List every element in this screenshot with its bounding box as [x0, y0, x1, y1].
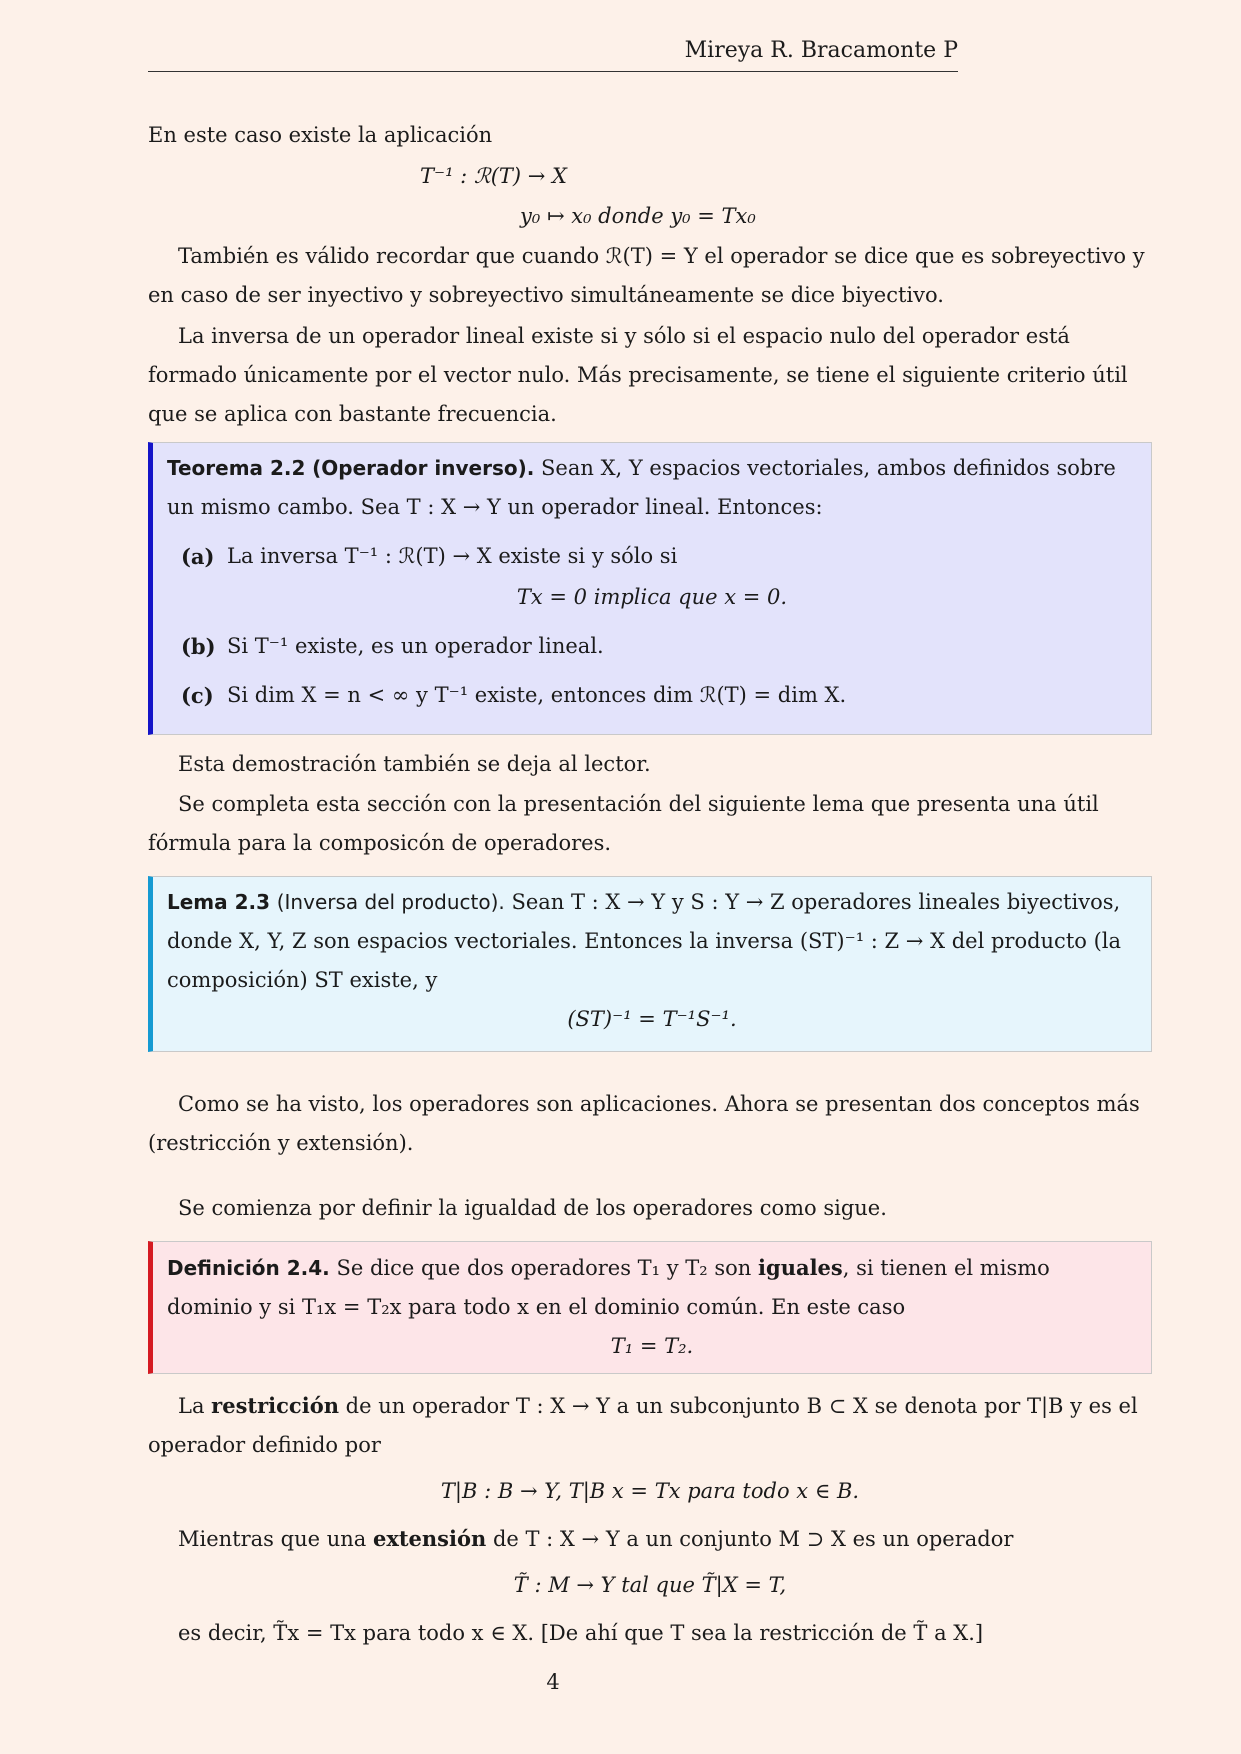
item-c-label: (c) — [181, 683, 214, 708]
para8-pre: Mientras que una — [178, 1527, 367, 1551]
theorem-item-c — [167, 676, 1137, 715]
definition-body-pre: Se dice que dos operadores T₁ y T₂ son — [336, 1256, 752, 1280]
extension-equation: T̃ : M → Y tal que T̃|X = T, — [513, 1573, 787, 1597]
paragraph-6: Se comienza por definir la igualdad de los operadores como sigue. — [178, 1196, 887, 1220]
paragraph-7 — [148, 1386, 1152, 1465]
item-b-text: Si T⁻¹ existe, es un operador lineal. — [227, 634, 604, 658]
header-author: Mireya R. Bracamonte P — [684, 38, 958, 63]
lemma-body: Sean T : X → Y y S : Y → Z operadores lineales biyectivos, donde X, Y, Z son espacios vectoriales. Entonces la inversa (ST)⁻¹ : Z → X del producto (la composición) ST existe, y — [167, 890, 1122, 992]
paragraph-5: Como se ha visto, los operadores son aplicaciones. Ahora se presentan dos conceptos más (restricción y extensión). — [148, 1092, 1140, 1155]
paragraph-4: Se completa esta sección con la presentación del siguiente lema que presenta una útil fórmula para la composicón de operadores. — [148, 792, 1099, 855]
para7-post: de un operador T : X → Y a un subconjunto B ⊂ X se denota por T|B y es el operador definido por — [148, 1394, 1138, 1457]
theorem-subtitle: (Operador inverso). — [312, 456, 535, 480]
theorem-item-b — [167, 627, 1137, 666]
extension-keyword: extensión — [372, 1526, 487, 1551]
item-a-equation: Tx = 0 implica que x = 0. — [516, 585, 788, 609]
paragraph-1: También es válido recordar que cuando ℛ(T) = Y el operador se dice que es sobreyectivo y en caso de ser inyectivo y sobreyectivo simultáneamente se dice biyectivo. — [148, 244, 1145, 307]
para7-pre: La — [178, 1394, 205, 1418]
para8-post: de T : X → Y a un conjunto M ⊃ X es un operador — [492, 1527, 1014, 1551]
item-a-text: La inversa T⁻¹ : ℛ(T) → X existe si y sólo si — [227, 544, 678, 568]
paragraph-2: La inversa de un operador lineal existe si y sólo si el espacio nulo del operador está formado únicamente por el vector nulo. Más precisamente, se tiene el siguiente criterio útil que se aplica con bastante frecuencia. — [148, 324, 1128, 426]
theorem-box — [148, 442, 1152, 735]
item-c-text: Si dim X = n < ∞ y T⁻¹ existe, entonces dim ℛ(T) = dim X. — [227, 683, 847, 707]
running-header — [148, 38, 958, 72]
theorem-body: Sean X, Y espacios vectoriales, ambos definidos sobre un mismo cambo. Sea T : X → Y un operador lineal. Entonces: — [167, 456, 1116, 519]
lemma-box — [148, 876, 1152, 1052]
theorem-item-a — [167, 537, 1137, 576]
lemma-subtitle: (Inversa del producto). — [276, 890, 505, 914]
item-a-label: (a) — [181, 544, 215, 569]
definition-box — [148, 1241, 1152, 1374]
lemma-title: Lema 2.3 — [167, 890, 271, 914]
definition-body-post: , si tienen el mismo dominio y si T₁x = T₂x para todo x en el dominio común. En este caso — [167, 1256, 1050, 1319]
paragraph-8 — [148, 1519, 1152, 1559]
definition-equation: T₁ = T₂. — [610, 1334, 694, 1358]
page-number: 4 — [546, 1670, 560, 1694]
restriction-keyword: restricción — [211, 1393, 339, 1418]
lemma-equation: (ST)⁻¹ = T⁻¹S⁻¹. — [567, 1007, 737, 1031]
definition-title: Definición 2.4. — [167, 1256, 330, 1280]
item-b-label: (b) — [181, 634, 216, 659]
restriction-equation: T|B : B → Y, T|B x = Tx para todo x ∈ B. — [440, 1479, 860, 1503]
intro-text: En este caso existe la aplicación — [148, 123, 493, 147]
paragraph-3: Esta demostración también se deja al lector. — [178, 752, 651, 776]
map-line-2: y₀ ↦ x₀ donde y₀ = Tx₀ — [520, 204, 756, 228]
paragraph-9: es decir, T̃x = Tx para todo x ∈ X. [De ahí que T sea la restricción de T̃ a X.] — [178, 1621, 984, 1645]
theorem-title: Teorema 2.2 — [167, 456, 306, 480]
definition-keyword: iguales — [758, 1255, 843, 1280]
map-line-1: T⁻¹ : ℛ(T) → X — [420, 164, 567, 188]
